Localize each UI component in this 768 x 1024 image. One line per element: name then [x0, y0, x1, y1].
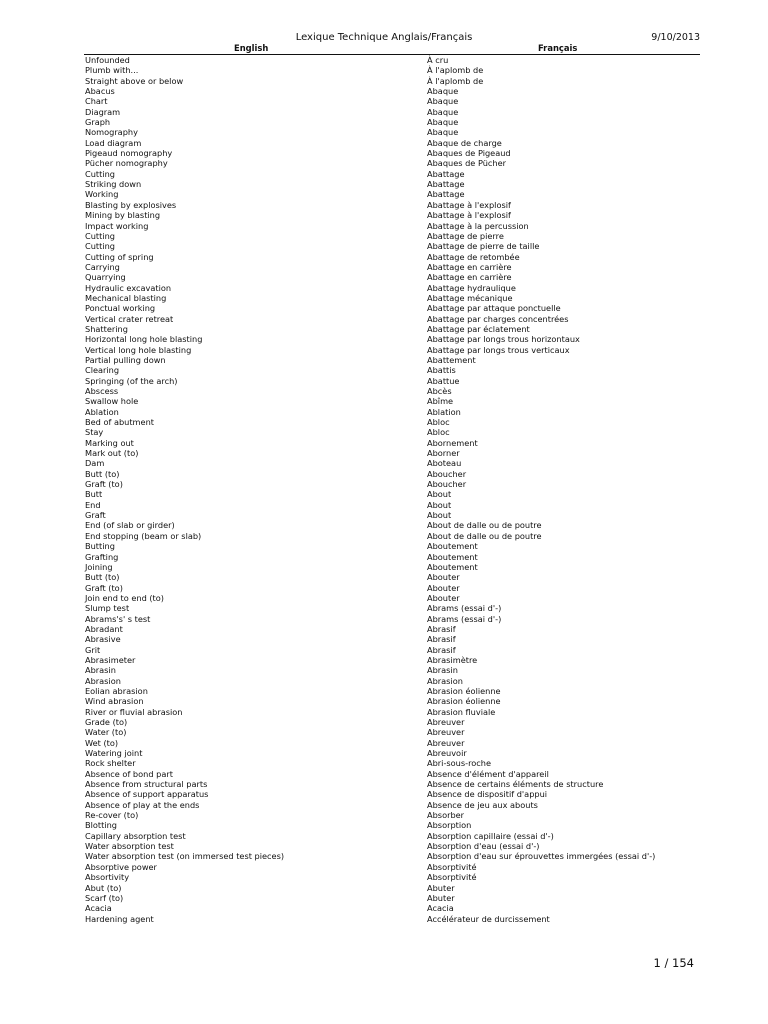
- glossary-row: [84, 696, 700, 706]
- english-term: Butt (to): [85, 468, 120, 479]
- french-term: Abornement: [427, 437, 478, 448]
- glossary-row: [84, 862, 700, 872]
- glossary-row: [84, 841, 700, 851]
- english-term: Re-cover (to): [85, 810, 139, 821]
- glossary-row: [84, 117, 700, 127]
- english-term: Quarrying: [85, 272, 126, 283]
- english-term: River or fluvial abrasion: [85, 706, 183, 717]
- french-term: Abrams (essai d'-): [427, 603, 502, 614]
- glossary-row: [84, 469, 700, 479]
- glossary-row: [84, 272, 700, 282]
- english-term: Cutting: [85, 241, 115, 252]
- english-term: Absorptive power: [85, 861, 157, 872]
- glossary-row: [84, 883, 700, 893]
- glossary-row: [84, 65, 700, 75]
- french-term: Acacia: [427, 903, 454, 914]
- french-term: Abcès: [427, 386, 452, 396]
- page-date: 9/10/2013: [651, 32, 700, 43]
- french-term: Absence de jeu aux abouts: [427, 799, 538, 810]
- english-term: Vertical long hole blasting: [85, 344, 192, 355]
- english-term: Wet (to): [85, 737, 119, 748]
- english-term: Join end to end (to): [85, 592, 164, 603]
- glossary-row: [84, 386, 700, 396]
- english-term: Abradant: [85, 623, 123, 634]
- glossary-row: [84, 324, 700, 334]
- french-term: Abaques de Pücher: [427, 158, 507, 169]
- french-term: Abrasif: [427, 644, 456, 655]
- french-term: Aboutement: [427, 541, 478, 552]
- english-term: Butt: [85, 489, 103, 500]
- glossary-row: [84, 769, 700, 779]
- french-term: Abaques de Pigeaud: [427, 148, 511, 159]
- french-term: Abrasion éolienne: [427, 696, 501, 707]
- glossary-row: [84, 758, 700, 768]
- french-term: Absorption d'eau (essai d'-): [427, 841, 540, 852]
- glossary-row: [84, 583, 700, 593]
- glossary-row: [84, 334, 700, 344]
- french-term: Aboucher: [427, 479, 467, 490]
- english-term: Impact working: [85, 220, 149, 231]
- french-term: Abattage par attaque ponctuelle: [427, 303, 561, 314]
- glossary-row: [84, 510, 700, 520]
- english-term: Water absorption test: [85, 841, 174, 852]
- french-term: Absorptivité: [427, 872, 477, 883]
- french-term: Abuter: [427, 892, 455, 903]
- glossary-row: [84, 189, 700, 199]
- glossary-row: [84, 438, 700, 448]
- glossary-row: [84, 283, 700, 293]
- english-term: Abrasive: [85, 634, 121, 645]
- french-term: Abrams (essai d'-): [427, 613, 502, 624]
- french-term: Abloc: [427, 417, 450, 428]
- french-term: Abattage par éclatement: [427, 323, 530, 334]
- english-term: Absence of bond part: [85, 768, 173, 779]
- glossary-row: [84, 789, 700, 799]
- glossary-row: [84, 800, 700, 810]
- english-term: Horizontal long hole blasting: [85, 334, 203, 345]
- glossary-row: [84, 86, 700, 96]
- french-term: Abîme: [427, 396, 454, 407]
- french-term: À l'aplomb de: [427, 65, 484, 76]
- english-term: Eolian abrasion: [85, 685, 148, 696]
- glossary-row: [84, 572, 700, 582]
- english-term: Abrasin: [85, 665, 116, 676]
- english-term: Grade (to): [85, 717, 128, 727]
- english-term: End (of slab or girder): [85, 520, 175, 531]
- english-term: Springing (of the arch): [85, 375, 178, 386]
- english-term: Wind abrasion: [85, 696, 144, 707]
- glossary-row: [84, 624, 700, 634]
- english-term: Swallow hole: [85, 396, 139, 407]
- glossary-row: [84, 158, 700, 168]
- french-term: Aboutement: [427, 551, 478, 562]
- french-term: Abattage à la percussion: [427, 220, 529, 231]
- english-term: Capillary absorption test: [85, 830, 186, 841]
- french-term: Abreuvoir: [427, 748, 467, 759]
- glossary-row: [84, 448, 700, 458]
- glossary-row: [84, 645, 700, 655]
- english-term: Butt (to): [85, 572, 120, 583]
- english-term: Absence from structural parts: [85, 779, 208, 790]
- glossary-row: [84, 169, 700, 179]
- french-term: Abattage hydraulique: [427, 282, 516, 293]
- english-term: Acacia: [85, 903, 112, 914]
- french-term: About de dalle ou de poutre: [427, 520, 542, 531]
- english-term: Chart: [85, 96, 108, 107]
- french-term: Abrasimètre: [427, 654, 478, 665]
- french-term: Abattage: [427, 189, 465, 200]
- english-term: Striking down: [85, 179, 142, 190]
- english-term: Shattering: [85, 323, 128, 334]
- glossary-row: [84, 717, 700, 727]
- glossary-row: [84, 314, 700, 324]
- french-term: Aboteau: [427, 458, 462, 469]
- glossary-row: [84, 676, 700, 686]
- english-term: Load diagram: [85, 137, 142, 148]
- glossary-row: [84, 914, 700, 924]
- glossary-row: [84, 903, 700, 913]
- english-term: Partial pulling down: [85, 354, 166, 365]
- french-term: Abattis: [427, 365, 456, 376]
- french-term: À cru: [427, 55, 449, 65]
- english-term: Joining: [85, 561, 113, 572]
- glossary-row: [84, 531, 700, 541]
- english-term: Blasting by explosives: [85, 199, 177, 210]
- english-term: Water (to): [85, 727, 127, 738]
- glossary-row: [84, 138, 700, 148]
- glossary-table: [84, 55, 700, 924]
- french-term: Abrasif: [427, 634, 456, 645]
- english-term: Dam: [85, 458, 105, 469]
- french-term: Abrasif: [427, 623, 456, 634]
- glossary-row: [84, 55, 700, 65]
- english-term: Graft (to): [85, 582, 123, 593]
- french-term: Abattage mécanique: [427, 292, 513, 303]
- french-term: Abattement: [427, 354, 476, 365]
- glossary-row: [84, 241, 700, 251]
- english-term: Absence of play at the ends: [85, 799, 200, 810]
- english-term: Water absorption test (on immersed test pieces): [85, 851, 285, 862]
- english-term: Mining by blasting: [85, 210, 161, 221]
- french-term: Absence d'élément d'appareil: [427, 768, 549, 779]
- glossary-row: [84, 407, 700, 417]
- french-term: Abreuver: [427, 737, 465, 748]
- glossary-row: [84, 810, 700, 820]
- english-term: Abacus: [85, 86, 115, 97]
- column-header-row: [84, 43, 700, 54]
- french-term: Abrasin: [427, 665, 458, 676]
- english-term: Abut (to): [85, 882, 122, 893]
- glossary-row: [84, 603, 700, 613]
- english-term: Vertical crater retreat: [85, 313, 174, 324]
- glossary-row: [84, 593, 700, 603]
- english-term: Plumb with...: [85, 65, 139, 76]
- english-term: Cutting: [85, 230, 115, 241]
- english-term: Pücher nomography: [85, 158, 168, 169]
- french-term: Absorption: [427, 820, 472, 831]
- glossary-row: [84, 76, 700, 86]
- glossary-row: [84, 655, 700, 665]
- english-term: Graft (to): [85, 479, 123, 490]
- glossary-row: [84, 231, 700, 241]
- glossary-row: [84, 479, 700, 489]
- french-term: Abattage par longs trous verticaux: [427, 344, 570, 355]
- glossary-row: [84, 210, 700, 220]
- glossary-row: [84, 541, 700, 551]
- glossary-row: [84, 686, 700, 696]
- french-term: Abouter: [427, 592, 460, 603]
- french-term: Abattage de retombée: [427, 251, 520, 262]
- french-term: Abattage par longs trous horizontaux: [427, 334, 580, 345]
- french-term: Abloc: [427, 427, 450, 438]
- french-term: Abattue: [427, 375, 460, 386]
- french-term: Abaque: [427, 96, 459, 107]
- english-term: Ponctual working: [85, 303, 156, 314]
- glossary-row: [84, 520, 700, 530]
- glossary-row: [84, 96, 700, 106]
- glossary-row: [84, 262, 700, 272]
- glossary-row: [84, 614, 700, 624]
- english-term: Rock shelter: [85, 758, 136, 769]
- glossary-row: [84, 562, 700, 572]
- french-term: Abaque: [427, 106, 459, 117]
- english-term: Butting: [85, 541, 115, 552]
- english-term: Abrasimeter: [85, 654, 136, 665]
- english-term: Cutting of spring: [85, 251, 154, 262]
- french-term: Absorptivité: [427, 861, 477, 872]
- glossary-row: [84, 293, 700, 303]
- glossary-row: [84, 872, 700, 882]
- english-term: Abrams's' s test: [85, 613, 151, 624]
- english-term: Mark out (to): [85, 448, 139, 459]
- english-term: Cutting: [85, 168, 115, 179]
- french-term: Abattage de pierre de taille: [427, 241, 540, 252]
- french-term: Abuter: [427, 882, 455, 893]
- glossary-row: [84, 893, 700, 903]
- french-term: Abrasion: [427, 675, 463, 686]
- english-term: Absence of support apparatus: [85, 789, 209, 800]
- english-term: Ablation: [85, 406, 119, 417]
- french-term: About de dalle ou de poutre: [427, 530, 542, 541]
- french-term: Abaque de charge: [427, 137, 502, 148]
- english-term: Scarf (to): [85, 892, 124, 903]
- glossary-row: [84, 179, 700, 189]
- english-term: Abrasion: [85, 675, 121, 686]
- english-term: Graph: [85, 117, 111, 128]
- glossary-row: [84, 252, 700, 262]
- glossary-row: [84, 779, 700, 789]
- glossary-row: [84, 552, 700, 562]
- french-term: Ablation: [427, 406, 461, 417]
- french-term: Abaque: [427, 127, 459, 138]
- french-term: About: [427, 510, 452, 521]
- glossary-row: [84, 303, 700, 313]
- english-term: Grit: [85, 644, 101, 655]
- english-term: Working: [85, 189, 119, 200]
- french-term: Absence de dispositif d'appui: [427, 789, 548, 800]
- french-term: Abattage de pierre: [427, 230, 504, 241]
- french-term: Abouter: [427, 572, 460, 583]
- english-term: Watering joint: [85, 748, 143, 759]
- french-term: Absorption d'eau sur éprouvettes immergées (essai d'-): [427, 851, 656, 862]
- english-term: Hydraulic excavation: [85, 282, 172, 293]
- french-term: Absorber: [427, 810, 465, 821]
- french-term: À l'aplomb de: [427, 75, 484, 86]
- french-term: Abreuver: [427, 717, 465, 727]
- french-term: Abaque: [427, 117, 459, 128]
- english-term: Bed of abutment: [85, 417, 154, 428]
- french-term: Abrasion éolienne: [427, 685, 501, 696]
- english-term: Clearing: [85, 365, 120, 376]
- english-term: Pigeaud nomography: [85, 148, 173, 159]
- french-term: About: [427, 489, 452, 500]
- french-term: About: [427, 499, 452, 510]
- english-term: Carrying: [85, 261, 120, 272]
- glossary-row: [84, 365, 700, 375]
- english-term: Slump test: [85, 603, 130, 614]
- glossary-row: [84, 221, 700, 231]
- glossary-row: [84, 376, 700, 386]
- glossary-row: [84, 427, 700, 437]
- glossary-row: [84, 748, 700, 758]
- english-term: Hardening agent: [85, 913, 154, 924]
- glossary-row: [84, 851, 700, 861]
- english-term: Straight above or below: [85, 75, 184, 86]
- french-term: Abattage: [427, 179, 465, 190]
- page-title: Lexique Technique Anglais/Français: [295, 32, 473, 43]
- french-term: Abreuver: [427, 727, 465, 738]
- english-term: End stopping (beam or slab): [85, 530, 202, 541]
- french-term: Absence de certains éléments de structure: [427, 779, 604, 790]
- french-term: Abattage en carrière: [427, 272, 512, 283]
- english-term: Mechanical blasting: [85, 292, 167, 303]
- french-term: Abattage par charges concentrées: [427, 313, 569, 324]
- glossary-row: [84, 489, 700, 499]
- english-term: Marking out: [85, 437, 134, 448]
- french-term: Aboutement: [427, 561, 478, 572]
- english-term: Blotting: [85, 820, 117, 831]
- french-term: Abattage en carrière: [427, 261, 512, 272]
- glossary-row: [84, 107, 700, 117]
- glossary-row: [84, 345, 700, 355]
- glossary-row: [84, 127, 700, 137]
- glossary-row: [84, 820, 700, 830]
- english-term: Grafting: [85, 551, 119, 562]
- english-term: Diagram: [85, 106, 121, 117]
- english-term: Nomography: [85, 127, 138, 138]
- french-term: Aboucher: [427, 468, 467, 479]
- glossary-row: [84, 707, 700, 717]
- glossary-row: [84, 831, 700, 841]
- french-term: Accélérateur de durcissement: [427, 913, 550, 924]
- glossary-row: [84, 200, 700, 210]
- glossary-row: [84, 727, 700, 737]
- french-term: Abouter: [427, 582, 460, 593]
- english-term: Stay: [85, 427, 104, 438]
- english-term: Unfounded: [85, 55, 130, 65]
- french-term: Abattage à l'explosif: [427, 199, 511, 210]
- english-term: Absortivity: [85, 872, 130, 883]
- english-term: Graft: [85, 510, 106, 521]
- french-term: Abattage à l'explosif: [427, 210, 511, 221]
- french-term: Abattage: [427, 168, 465, 179]
- glossary-row: [84, 738, 700, 748]
- french-term: Abrasion fluviale: [427, 706, 496, 717]
- glossary-row: [84, 355, 700, 365]
- column-header-english: English: [234, 43, 269, 53]
- glossary-row: [84, 148, 700, 158]
- glossary-row: [84, 500, 700, 510]
- french-term: Aborner: [427, 448, 460, 459]
- glossary-row: [84, 665, 700, 675]
- page-number: 1 / 154: [653, 956, 694, 970]
- english-term: End: [85, 499, 101, 510]
- french-term: Absorption capillaire (essai d'-): [427, 830, 554, 841]
- glossary-row: [84, 458, 700, 468]
- french-term: Abaque: [427, 86, 459, 97]
- glossary-row: [84, 634, 700, 644]
- english-term: Abscess: [85, 386, 119, 396]
- glossary-row: [84, 417, 700, 427]
- french-term: Abri-sous-roche: [427, 758, 492, 769]
- glossary-row: [84, 396, 700, 406]
- column-header-french: Français: [538, 43, 578, 53]
